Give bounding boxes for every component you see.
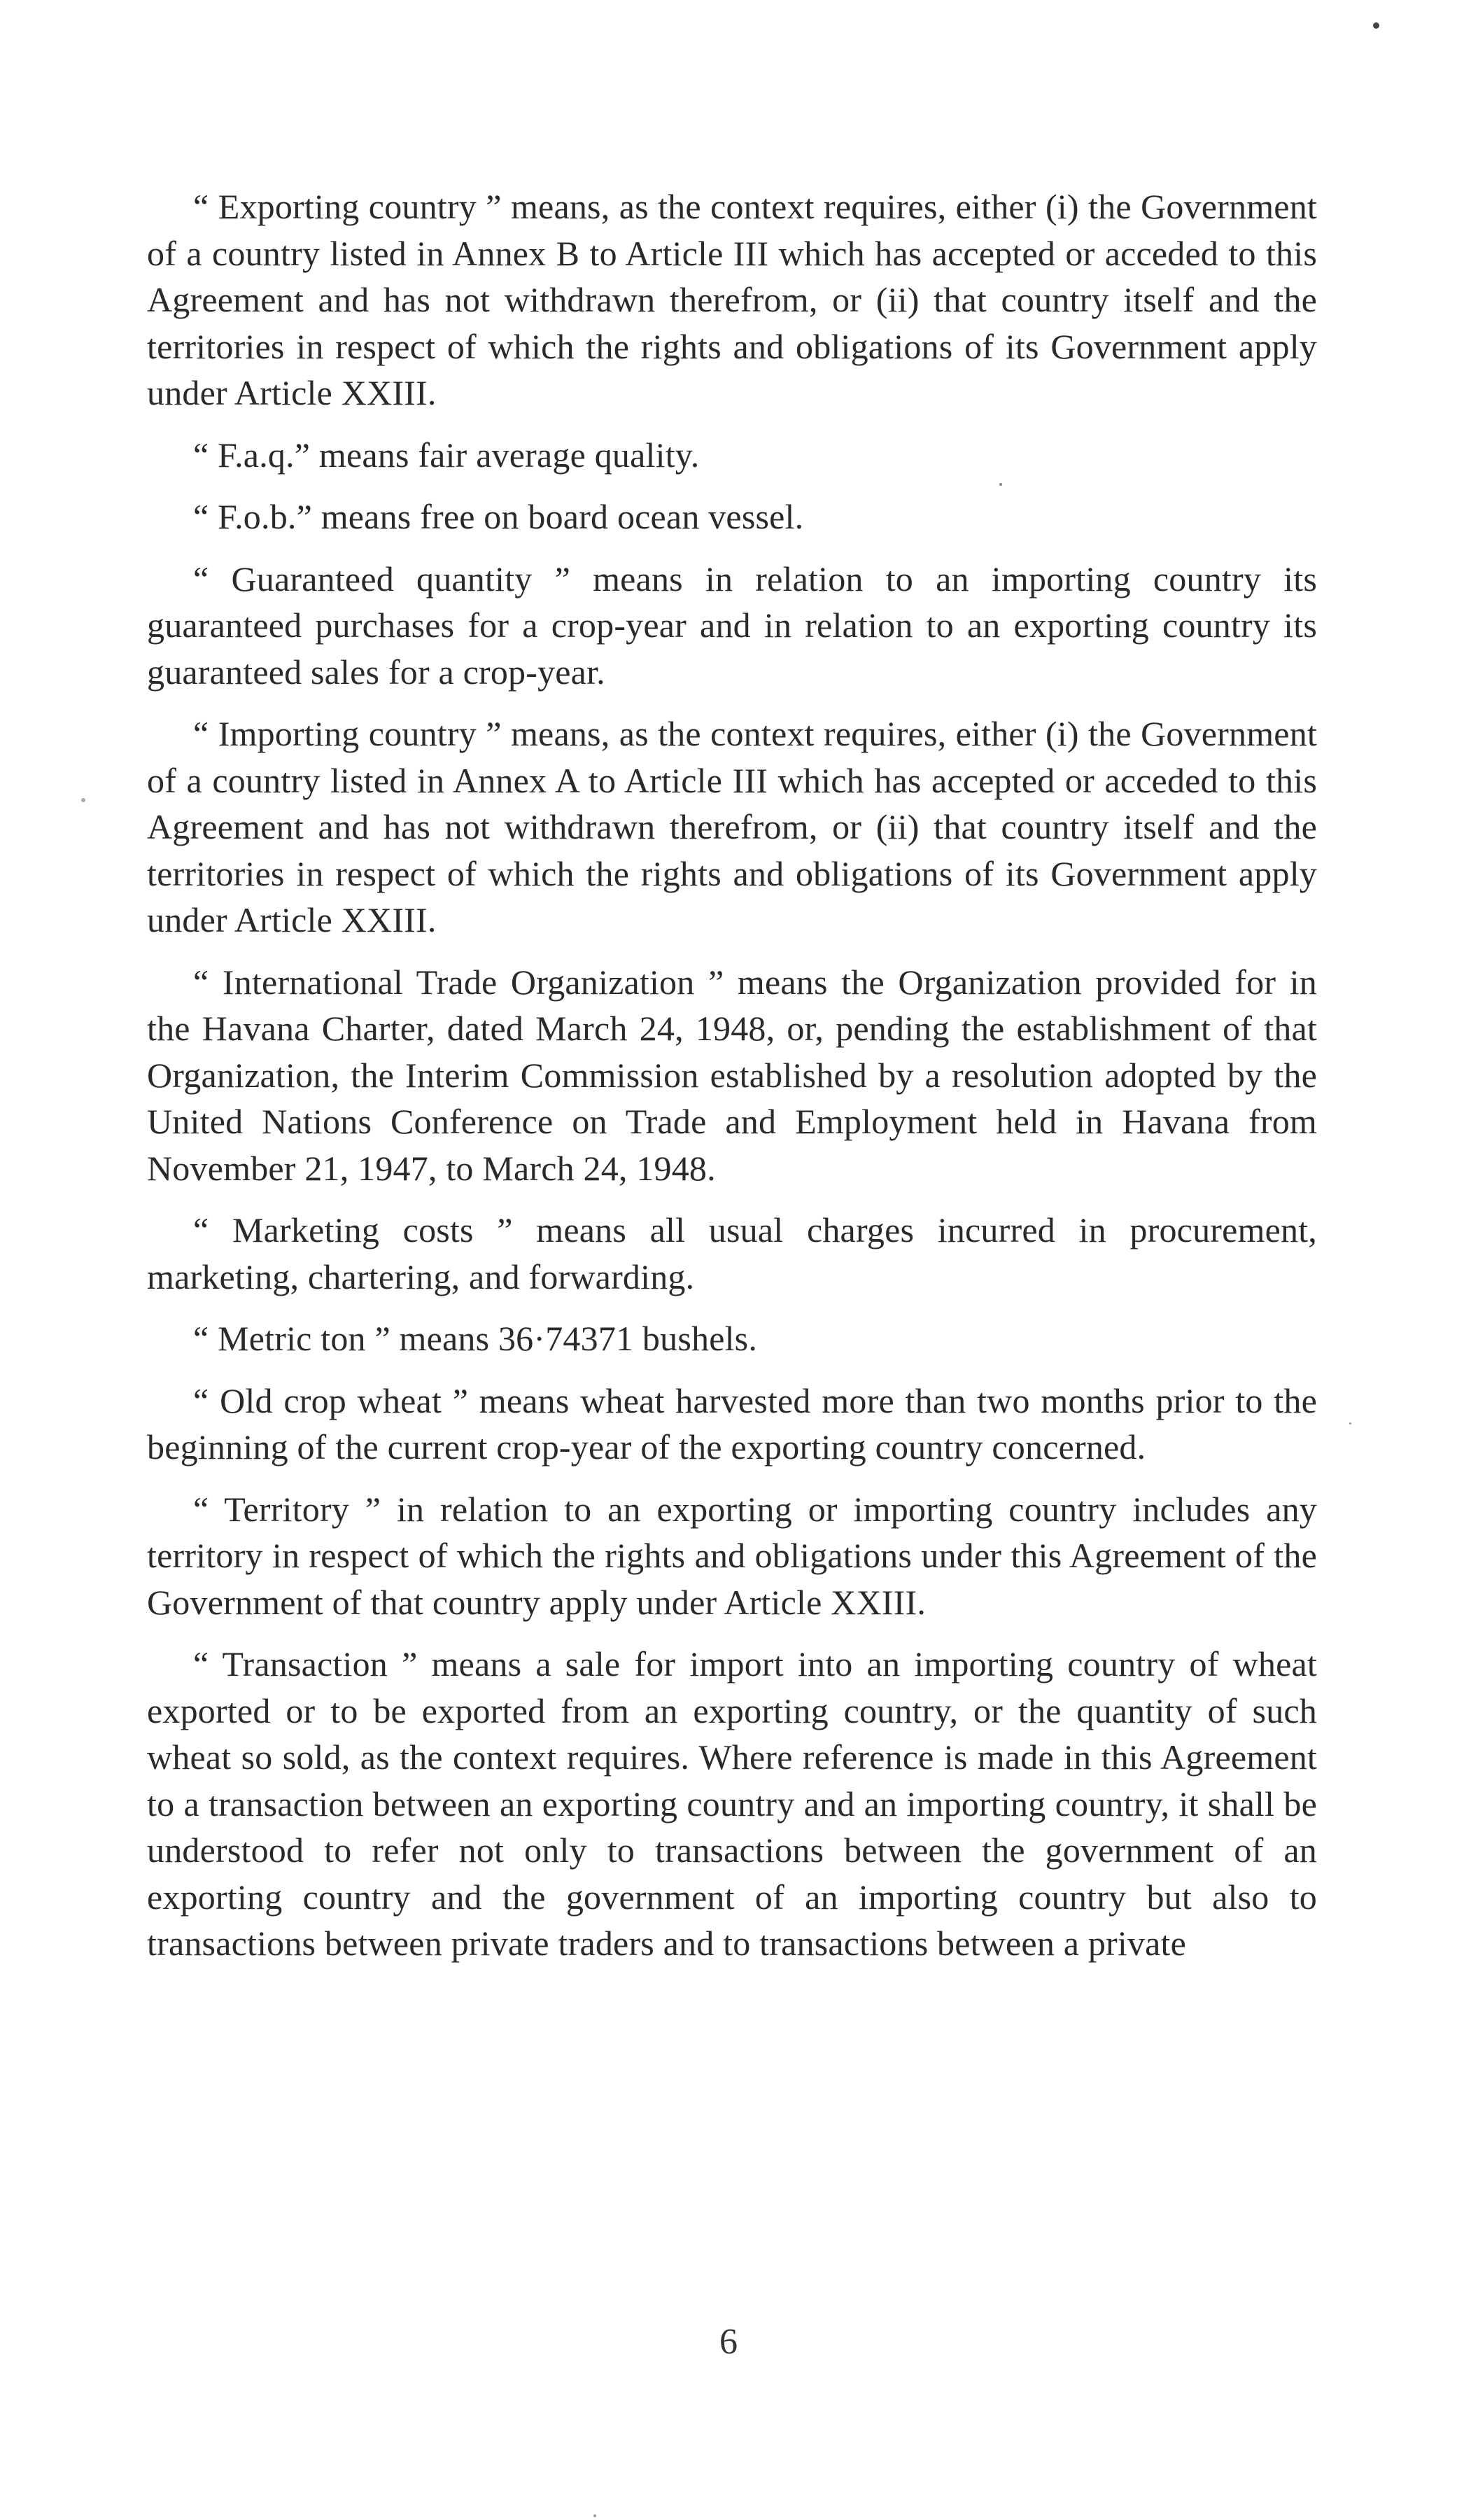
page-number: 6 xyxy=(719,2322,738,2362)
definition-exporting-country: “ Exporting country ” means, as the context requires, either (i) the Government of a country listed in Annex B to Article III which has accepted or acceded to this Agreement and has not withdrawn therefrom, or (ii) that country itself and the territories in respect of which the rights and obligations of its Government apply under Article XXIII. xyxy=(147,187,1317,412)
definition-old-crop-wheat: “ Old crop wheat ” means wheat harvested more than two months prior to the beginning of the current crop-year of the exporting country concerned. xyxy=(147,1380,1317,1466)
definition-metric-ton: “ Metric ton ” means 36·74371 bushels. xyxy=(193,1319,758,1358)
scan-speck xyxy=(593,2514,596,2517)
body-text xyxy=(147,183,1317,1982)
definition-fob: “ F.o.b.” means free on board ocean vessel. xyxy=(193,497,804,536)
definition-international-trade-organization: “ International Trade Organization ” means the Organization provided for in the Havana Charter, dated March 24, 1948, or, pending the establishment of that Organization, the Interim Commission established by a resolution adopted by the United Nations Conference on Trade and Employment held in Havana from November 21, 1947, to March 24, 1948. xyxy=(147,962,1317,1188)
definition-faq: “ F.a.q.” means fair average quality. xyxy=(193,435,700,475)
definition-transaction: “ Transaction ” means a sale for import into an importing country of wheat exported or to be exported from an exporting country, or the quantity of such wheat so sold, as the context requires. Where reference is made in this Agreement to a transaction between an exporting country and an importing country, it shall be understood to refer not only to transactions between the government of an exporting country and the government of an importing country but also to transactions between private traders and to transactions between a private xyxy=(147,1644,1317,1963)
definition-importing-country: “ Importing country ” means, as the context requires, either (i) the Government of a country listed in Annex A to Article III which has accepted or acceded to this Agreement and has not withdrawn therefrom, or (ii) that country itself and the territories in respect of which the rights and obligations of its Government apply under Article XXIII. xyxy=(147,714,1317,939)
scan-speck xyxy=(1349,1422,1351,1424)
definition-territory: “ Territory ” in relation to an exporting or importing country includes any territory in respect of which the rights and obligations under this Agreement of the Government of that country apply under Article XXIII. xyxy=(147,1489,1317,1622)
scan-speck xyxy=(1373,22,1379,29)
definition-guaranteed-quantity: “ Guaranteed quantity ” means in relation to an importing country its guaranteed purchases for a crop-year and in relation to an exporting country its guaranteed sales for a crop-year. xyxy=(147,559,1317,692)
scan-speck xyxy=(999,483,1002,486)
definition-marketing-costs: “ Marketing costs ” means all usual charges incurred in procurement, marketing, chartering, and forwarding. xyxy=(147,1210,1317,1296)
scan-speck xyxy=(81,798,85,802)
